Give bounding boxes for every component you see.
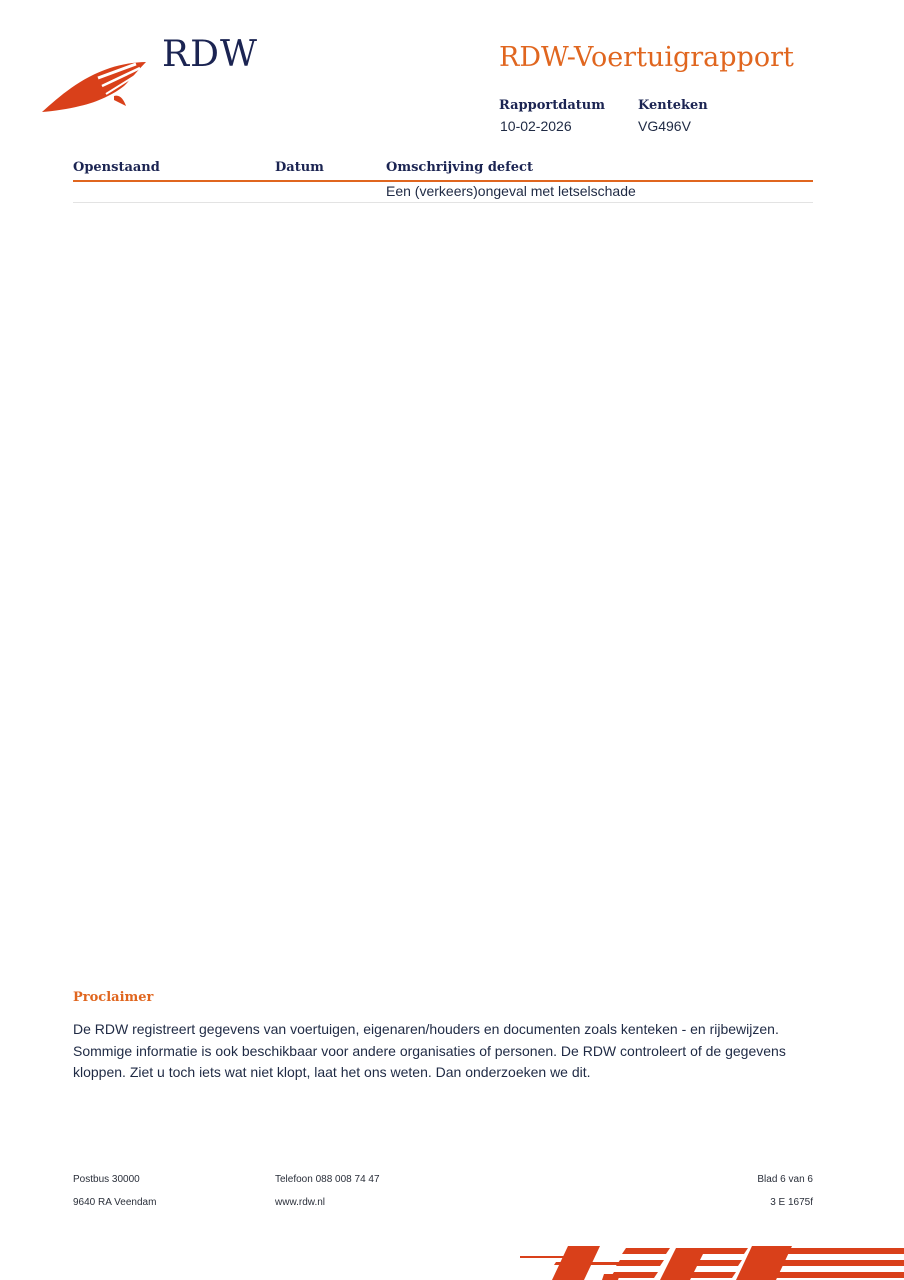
column-header-datum: Datum: [275, 160, 324, 175]
footer-address-line2: 9640 RA Veendam: [73, 1197, 157, 1208]
table-header-divider: [73, 180, 813, 182]
footer-page-number: Blad 6 van 6: [757, 1174, 813, 1185]
proclaimer-title: Proclaimer: [73, 990, 154, 1005]
footer-phone: Telefoon 088 008 74 47: [275, 1174, 380, 1185]
column-header-omschrijving: Omschrijving defect: [386, 160, 533, 175]
column-header-openstaand: Openstaand: [73, 160, 160, 175]
footer-address-line1: Postbus 30000: [73, 1174, 140, 1185]
proclaimer-line: Sommige informatie is ook beschikbaar voor andere organisaties of personen. De RDW controleert of de gegevens: [73, 1043, 786, 1059]
footer-website: www.rdw.nl: [275, 1197, 326, 1208]
report-date-label: Rapportdatum: [499, 98, 605, 113]
plate-value: VG496V: [638, 118, 691, 134]
table-cell-omschrijving: Een (verkeers)ongeval met letselschade: [386, 183, 636, 199]
table-row-divider: [73, 202, 813, 203]
report-title: RDW-Voertuigrapport: [499, 42, 794, 73]
proclaimer-line: kloppen. Ziet u toch iets wat niet klopt, laat het ons weten. Dan onderzoeken we dit.: [73, 1064, 591, 1080]
rdw-stripes-icon: [520, 1244, 904, 1280]
logo-text: RDW: [162, 34, 258, 75]
rdw-logo-icon: [40, 56, 150, 116]
proclaimer-line: De RDW registreert gegevens van voertuigen, eigenaren/houders en documenten zoals kenteken - en rijbewijzen.: [73, 1021, 779, 1037]
footer-code: 3 E 1675f: [770, 1197, 813, 1208]
report-date-value: 10-02-2026: [500, 118, 572, 134]
plate-label: Kenteken: [638, 98, 708, 113]
